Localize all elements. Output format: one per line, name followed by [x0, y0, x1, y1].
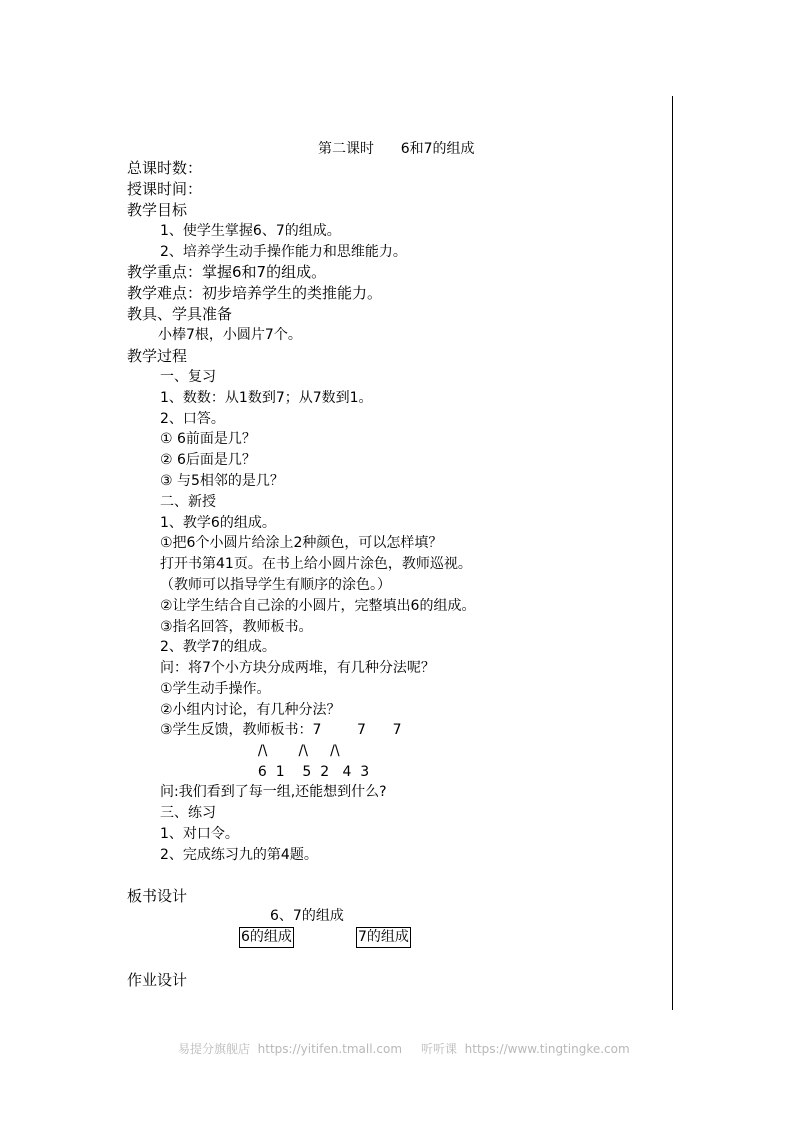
process-line: 1、对口令。: [160, 826, 239, 842]
process-line: 2、完成练习九的第4题。: [160, 847, 318, 863]
key-point: 教学重点：掌握6和7的组成。: [127, 263, 327, 281]
process-line: ①把6个小圆片给涂上2种颜色，可以怎样填？: [160, 535, 443, 551]
process-line: 一、复习: [160, 369, 216, 385]
footer-right-text: 听听课 https://www.tingtingke.com: [421, 1042, 630, 1056]
process-line: ③学生反馈，教师板书：7 7 7: [160, 722, 402, 738]
process-line: ①学生动手操作。: [160, 681, 271, 697]
process-line: 打开书第41页。在书上给小圆片涂色，教师巡视。: [160, 556, 472, 572]
difficult-point: 教学难点：初步培养学生的类推能力。: [127, 284, 383, 302]
process-line: ③指名回答，教师板书。: [160, 619, 313, 635]
teaching-time-label: 授课时间：: [127, 180, 203, 198]
process-line: 2、教学7的组成。: [160, 639, 276, 655]
board-branches: /\ /\ /\: [160, 743, 340, 759]
footer-left-text: 易提分旗舰店 https://yitifen.tmall.com: [178, 1042, 403, 1056]
process-heading: 教学过程: [127, 347, 188, 365]
margin-rule: [672, 96, 673, 1010]
objective-item: 2、培养学生动手操作能力和思维能力。: [160, 244, 407, 260]
objectives-heading: 教学目标: [127, 201, 188, 219]
process-line: 三、练习: [160, 805, 216, 821]
board-box-left: 6的组成: [239, 927, 294, 948]
process-line: ① 6前面是几？: [160, 431, 256, 447]
process-line: ③ 与5相邻的是几？: [160, 473, 284, 489]
process-line: 二、新授: [160, 494, 216, 510]
objective-item: 1、使学生掌握6、7的组成。: [160, 223, 341, 239]
board-pairs: 6 1 5 2 4 3: [160, 764, 370, 780]
process-line: ② 6后面是几？: [160, 452, 256, 468]
lesson-title: 第二课时 6和7的组成: [318, 141, 475, 157]
process-line: 问：将7个小方块分成两堆，有几种分法呢？: [160, 660, 435, 676]
process-line: ②小组内讨论，有几种分法？: [160, 702, 341, 718]
process-line: ②让学生结合自己涂的小圆片，完整填出6的组成。: [160, 598, 476, 614]
board-box-right: 7的组成: [356, 927, 411, 948]
process-line: 2、口答。: [160, 411, 225, 427]
tools-heading: 教具、学具准备: [127, 305, 233, 323]
homework-heading: 作业设计: [127, 971, 188, 989]
process-line: （教师可以指导学生有顺序的涂色。）: [160, 577, 391, 593]
total-hours-label: 总课时数：: [127, 159, 203, 177]
process-line: 问:我们看到了每一组,还能想到什么?: [160, 784, 387, 800]
tools-text: 小棒7根，小圆片7个。: [158, 327, 302, 343]
board-title: 6、7的组成: [270, 908, 344, 924]
board-design-heading: 板书设计: [127, 887, 188, 905]
process-line: 1、教学6的组成。: [160, 515, 276, 531]
process-line: 1、数数：从1数到7；从7数到1。: [160, 390, 373, 406]
